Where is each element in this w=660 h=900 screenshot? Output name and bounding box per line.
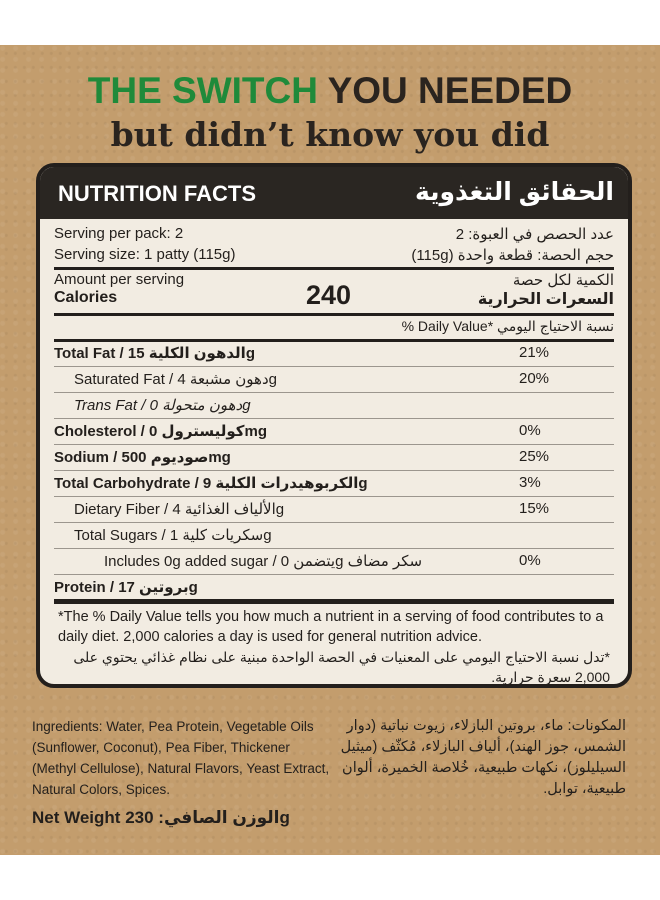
nutrition-title-en: NUTRITION FACTS <box>58 181 256 206</box>
headline <box>0 70 660 112</box>
ingredients-ar: المكونات: ماء، بروتين البازلاء، زيوت نباتية (دوار الشمس، جوز الهند)، ألياف البازلاء، مُكثّف (ميثيل السيليلوز)، نكهات طبيعية، خُلاصة الخميرة، ألوان طبيعية، توابل. <box>340 718 626 797</box>
amount-en: Amount per serving <box>54 271 185 288</box>
nutrient-label: Cholesterol / كوليسترول 0mg <box>54 423 267 440</box>
divider <box>54 522 614 523</box>
divider <box>54 574 614 575</box>
footnote-en: *The % Daily Value tells you how much a nutrient in a serving of food contributes to a daily diet. 2,000 calories a day is used for general nutrition advice. <box>58 609 604 645</box>
nutrient-pct: 3% <box>519 474 541 491</box>
nutrient-label: Trans Fat / دهون متحولة 0g <box>74 397 251 414</box>
nutrient-pct: 15% <box>519 500 550 517</box>
nutrient-label: Total Sugars / سكريات كلية 1g <box>74 527 272 544</box>
divider <box>54 313 614 316</box>
divider <box>54 339 614 342</box>
divider <box>54 496 614 497</box>
ingredients-en: Ingredients: Water, Pea Protein, Vegetable Oils (Sunflower, Coconut), Pea Fiber, Thickener (Methyl Cellulose), Natural Flavors, Yeast Extract, Natural Colors, Spices. <box>32 719 330 797</box>
serving-size-en: Serving size: 1 patty (115g) <box>54 246 236 263</box>
headline-green: THE SWITCH <box>87 70 318 111</box>
nutrient-label: Includes 0g added sugar / يتضمن 0g سكر مضاف <box>104 553 423 570</box>
nutrient-label: Total Fat / الدهون الكلية 15g <box>54 345 255 362</box>
nutrient-pct: 20% <box>519 370 550 387</box>
nutrient-label: Dietary Fiber / الألياف الغذائية 4g <box>74 501 285 518</box>
divider <box>54 548 614 549</box>
calories-value: 240 <box>306 280 352 310</box>
divider <box>54 470 614 471</box>
nutrient-label: Saturated Fat / دهون مشبعة 4g <box>74 371 277 388</box>
calories-label-en: Calories <box>54 289 118 306</box>
divider <box>54 418 614 419</box>
divider <box>54 599 614 604</box>
nutrition-title-ar: الحقائق التغذوية <box>414 178 614 206</box>
nutrient-pct: 0% <box>519 422 541 439</box>
divider <box>54 366 614 367</box>
nutrition-panel <box>36 163 632 688</box>
nutrient-pct: 0% <box>519 552 541 569</box>
divider <box>54 392 614 393</box>
divider <box>54 444 614 445</box>
footnote-ar: *تدل نسبة الاحتياج اليومي على المعنيات في الحصة الواحدة مبنية على نظام غذائي يحتوي على 2,000 سعرة حرارية. <box>73 649 610 685</box>
nutrient-label: Sodium / صوديوم 500mg <box>54 449 231 466</box>
nutrient-label: Protein / بروتين 17g <box>54 579 198 596</box>
daily-value-header-text: % Daily Value* نسبة الاحتياج اليومي <box>401 318 614 334</box>
calories-label-ar: السعرات الحرارية <box>477 291 614 308</box>
serving-size-ar: حجم الحصة: قطعة واحدة (115g) <box>411 247 614 264</box>
headline-dark: YOU NEEDED <box>327 70 573 111</box>
net-weight: Net Weight الوزن الصافي: 230g <box>32 808 290 827</box>
serving-pack-en: Serving per pack: 2 <box>54 225 184 242</box>
nutrient-label: Total Carbohydrate / الكربوهيدرات الكلية 9g <box>54 475 368 492</box>
nutrition-header <box>40 167 628 219</box>
serving-pack-ar: عدد الحصص في العبوة: 2 <box>455 226 614 243</box>
amount-ar: الكمية لكل حصة <box>512 272 614 289</box>
subheadline: but didn’t know you did <box>110 115 550 154</box>
nutrient-pct: 21% <box>519 344 550 361</box>
divider <box>54 267 614 270</box>
nutrient-pct: 25% <box>519 448 550 465</box>
